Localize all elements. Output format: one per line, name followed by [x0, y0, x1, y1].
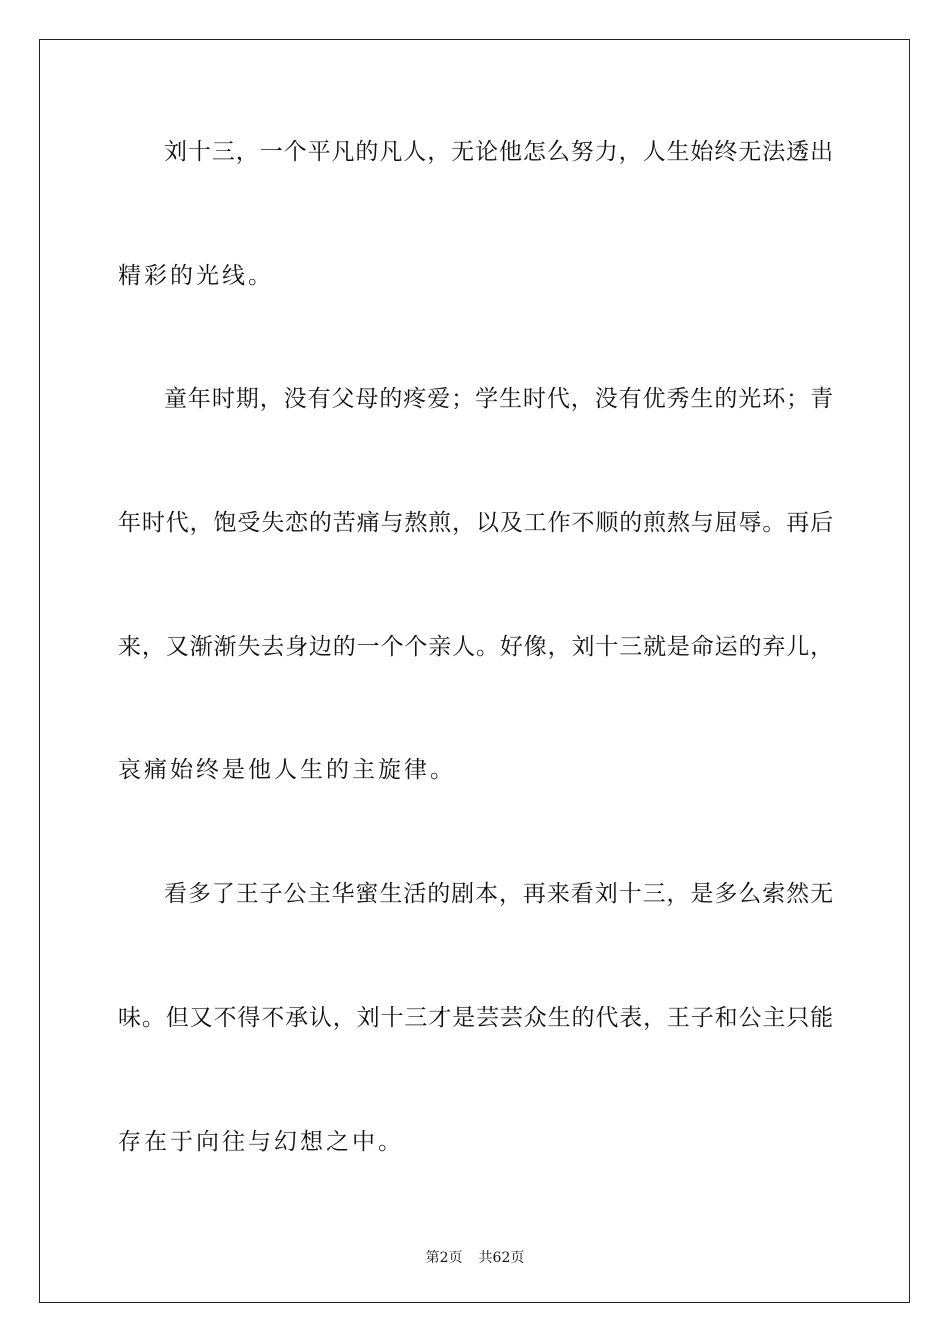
page-number: 第2页 — [425, 1250, 463, 1266]
paragraph-2-line-4: 哀痛始终是他人生的主旋律。 — [118, 757, 456, 783]
paragraph-1-line-2: 精彩的光线。 — [118, 263, 274, 289]
paragraph-3-line-3: 存在于向往与幻想之中。 — [118, 1129, 404, 1155]
paragraph-2-line-3: 来，又渐渐失去身边的一个个亲人。好像，刘十三就是命运的弃儿， — [118, 634, 834, 660]
paragraph-1-line-1: 刘十三，一个平凡的凡人，无论他怎么努力，人生始终无法透出 — [164, 139, 834, 165]
page-border — [39, 39, 910, 1303]
paragraph-2-line-1: 童年时期，没有父母的疼爱；学生时代，没有优秀生的光环；青 — [164, 386, 834, 412]
paragraph-3-line-2: 味。但又不得不承认，刘十三才是芸芸众生的代表，王子和公主只能 — [118, 1005, 834, 1031]
page-footer — [0, 1247, 950, 1267]
paragraph-2-line-2: 年时代，饱受失恋的苦痛与熬煎，以及工作不顺的煎熬与屈辱。再后 — [118, 510, 834, 536]
paragraph-3-line-1: 看多了王子公主华蜜生活的剧本，再来看刘十三，是多么索然无 — [164, 881, 834, 907]
page-total: 共62页 — [478, 1250, 525, 1266]
